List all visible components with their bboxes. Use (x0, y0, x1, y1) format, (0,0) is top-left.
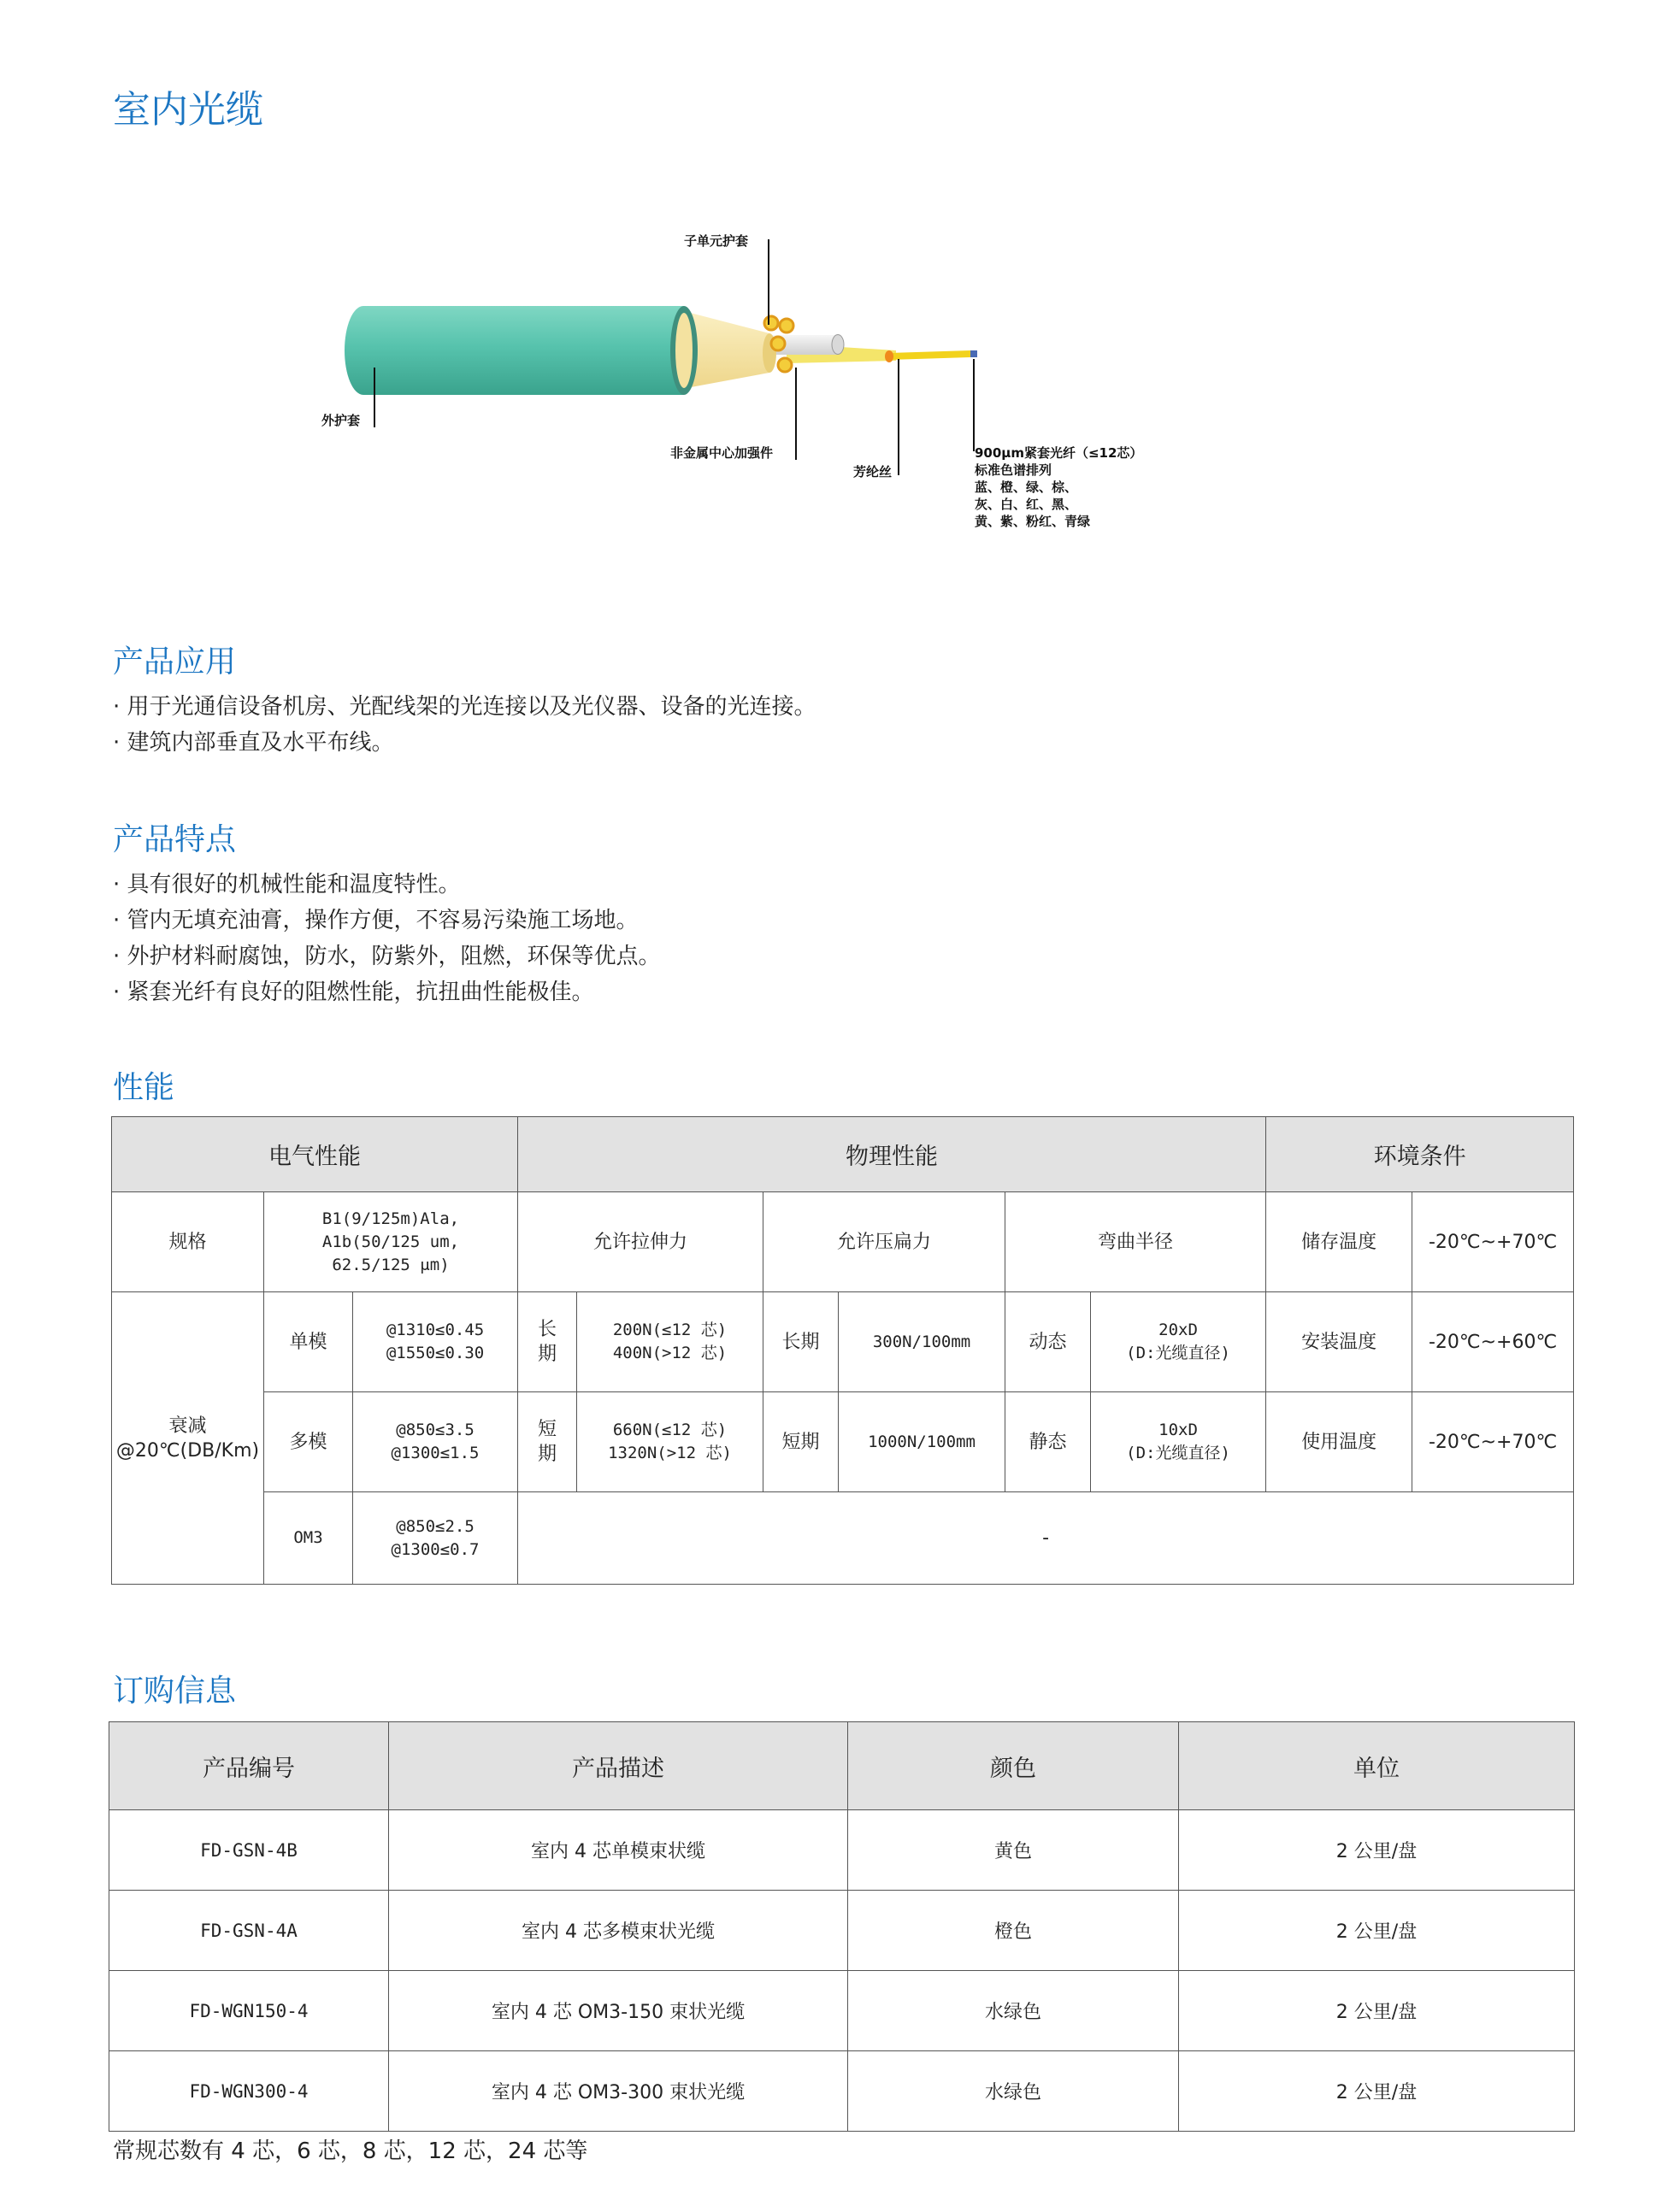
performance-table (111, 1116, 1574, 1585)
tensile-label: 允许拉伸力 (518, 1192, 763, 1292)
value-line: @850≤2.5 (396, 1516, 475, 1536)
spec-value (264, 1192, 518, 1292)
om3-label: OM3 (264, 1492, 353, 1585)
header-description: 产品描述 (389, 1722, 848, 1810)
single-mode-value (353, 1292, 518, 1392)
dynamic-value (1091, 1292, 1266, 1392)
label-sub-jacket: 子单元护套 (684, 233, 749, 249)
value-line: @850≤3.5 (396, 1421, 475, 1439)
list-item: · 用于光通信设备机房、光配线架的光连接以及光仪器、设备的光连接。 (113, 694, 816, 720)
value-line: (D:光缆直径) (1126, 1444, 1230, 1462)
label-fiber (975, 444, 1142, 530)
product-description: 室内 4 芯多模束状光缆 (389, 1891, 848, 1971)
static-label: 静态 (1005, 1392, 1091, 1492)
long-term-vertical (518, 1292, 577, 1392)
fiber-label-line: 蓝、橙、绿、棕、 (975, 479, 1078, 495)
multi-mode-value (353, 1392, 518, 1492)
cable-diagram (321, 214, 1180, 538)
value-line: 20xD (1158, 1321, 1198, 1339)
use-temp-label: 使用温度 (1266, 1392, 1412, 1492)
list-item: · 具有很好的机械性能和温度特性。 (113, 872, 461, 897)
product-description: 室内 4 芯 OM3-300 束状光缆 (389, 2051, 848, 2132)
outer-jacket-shape (345, 306, 684, 395)
product-color: 橙色 (848, 1891, 1179, 1971)
product-code: FD-WGN150-4 (109, 1971, 389, 2051)
value-line: @1300≤1.5 (391, 1444, 480, 1462)
product-code: FD-WGN300-4 (109, 2051, 389, 2132)
use-temp-value: -20℃~+70℃ (1412, 1392, 1574, 1492)
ordering-table (109, 1721, 1575, 2132)
value-line: 400N(>12 芯) (612, 1344, 728, 1362)
bend-label: 弯曲半径 (1005, 1192, 1266, 1292)
install-temp-label: 安装温度 (1266, 1292, 1412, 1392)
header-electrical: 电气性能 (112, 1117, 518, 1192)
short-crush-value: 1000N/100mm (839, 1392, 1005, 1492)
applications-list (113, 689, 816, 761)
value-line: 10xD (1158, 1421, 1198, 1439)
storage-temp-label: 储存温度 (1266, 1192, 1412, 1292)
value-line: @1550≤0.30 (386, 1344, 485, 1362)
long-tensile-value (577, 1292, 763, 1392)
fiber-end (885, 350, 893, 362)
spec-value-line: A1b(50/125 um, (321, 1232, 460, 1251)
label-outer-jacket: 外护套 (321, 413, 361, 428)
applications-heading: 产品应用 (113, 644, 237, 679)
product-unit: 2 公里/盘 (1179, 1891, 1575, 1971)
om3-physical-empty: - (518, 1492, 1574, 1585)
page-title: 室内光缆 (113, 88, 263, 132)
value-line: 期 (538, 1344, 557, 1365)
long-term-label: 长期 (763, 1292, 839, 1392)
fiber-label-line: 标准色谱排列 (975, 462, 1052, 478)
header-physical: 物理性能 (518, 1117, 1266, 1192)
product-unit: 2 公里/盘 (1179, 1971, 1575, 2051)
product-description: 室内 4 芯单模束状缆 (389, 1810, 848, 1891)
value-line: @1310≤0.45 (386, 1321, 485, 1339)
header-unit: 单位 (1179, 1722, 1575, 1810)
fiber-label-line: 黄、紫、粉红、青绿 (975, 514, 1091, 529)
fiber-label-line: 900μm紧套光纤（≤12芯） (975, 445, 1143, 461)
attenuation-label (112, 1292, 264, 1585)
product-code: FD-GSN-4A (109, 1891, 389, 1971)
attenuation-line: @20℃(DB/Km) (115, 1439, 260, 1462)
product-color: 水绿色 (848, 2051, 1179, 2132)
list-item: · 建筑内部垂直及水平布线。 (113, 730, 394, 756)
value-line: 期 (538, 1444, 557, 1465)
product-code: FD-GSN-4B (109, 1810, 389, 1891)
value-line: 长 (538, 1319, 557, 1340)
table-row (109, 1971, 1575, 2051)
value-line: 660N(≤12 芯) (612, 1421, 728, 1439)
list-item: · 管内无填充油膏，操作方便，不容易污染施工场地。 (113, 908, 639, 933)
value-line: 短 (538, 1419, 557, 1440)
value-line: (D:光缆直径) (1126, 1344, 1230, 1362)
dynamic-label: 动态 (1005, 1292, 1091, 1392)
product-unit: 2 公里/盘 (1179, 2051, 1575, 2132)
storage-temp-value: -20℃~+70℃ (1412, 1192, 1574, 1292)
spec-label: 规格 (112, 1192, 264, 1292)
list-item: · 外护材料耐腐蚀，防水，防紫外，阻燃，环保等优点。 (113, 944, 661, 969)
long-crush-value: 300N/100mm (839, 1292, 1005, 1392)
value-line: 200N(≤12 芯) (612, 1321, 728, 1339)
product-color: 黄色 (848, 1810, 1179, 1891)
single-mode-label: 单模 (264, 1292, 353, 1392)
install-temp-value: -20℃~+60℃ (1412, 1292, 1574, 1392)
multi-mode-label: 多模 (264, 1392, 353, 1492)
product-description: 室内 4 芯 OM3-150 束状光缆 (389, 1971, 848, 2051)
product-color: 水绿色 (848, 1971, 1179, 2051)
ordering-heading: 订购信息 (113, 1674, 237, 1709)
value-line: 1320N(>12 芯) (608, 1444, 732, 1462)
header-color: 颜色 (848, 1722, 1179, 1810)
short-term-vertical (518, 1392, 577, 1492)
header-environment: 环境条件 (1266, 1117, 1574, 1192)
short-tensile-value (577, 1392, 763, 1492)
crush-label: 允许压扁力 (763, 1192, 1005, 1292)
features-list (113, 867, 661, 1010)
spec-value-line: 62.5/125 μm) (332, 1255, 450, 1274)
static-value (1091, 1392, 1266, 1492)
attenuation-line: 衰减 (168, 1415, 207, 1437)
features-heading: 产品特点 (113, 822, 237, 857)
spec-value-line: B1(9/125m)Ala, (321, 1209, 460, 1228)
header-product-code: 产品编号 (109, 1722, 389, 1810)
performance-heading: 性能 (113, 1070, 175, 1105)
core-count-note: 常规芯数有 4 芯，6 芯，8 芯，12 芯，24 芯等 (113, 2138, 588, 2164)
label-aramid: 芳纶丝 (853, 464, 893, 479)
table-row (109, 1891, 1575, 1971)
om3-value (353, 1492, 518, 1585)
list-item: · 紧套光纤有良好的阻燃性能，抗扭曲性能极佳。 (113, 980, 594, 1005)
label-strength-member: 非金属中心加强件 (670, 445, 774, 461)
table-row (109, 2051, 1575, 2132)
product-unit: 2 公里/盘 (1179, 1810, 1575, 1891)
fiber-label-line: 灰、白、红、黑、 (975, 497, 1078, 512)
short-term-label: 短期 (763, 1392, 839, 1492)
value-line: @1300≤0.7 (391, 1539, 480, 1559)
table-row (109, 1810, 1575, 1891)
